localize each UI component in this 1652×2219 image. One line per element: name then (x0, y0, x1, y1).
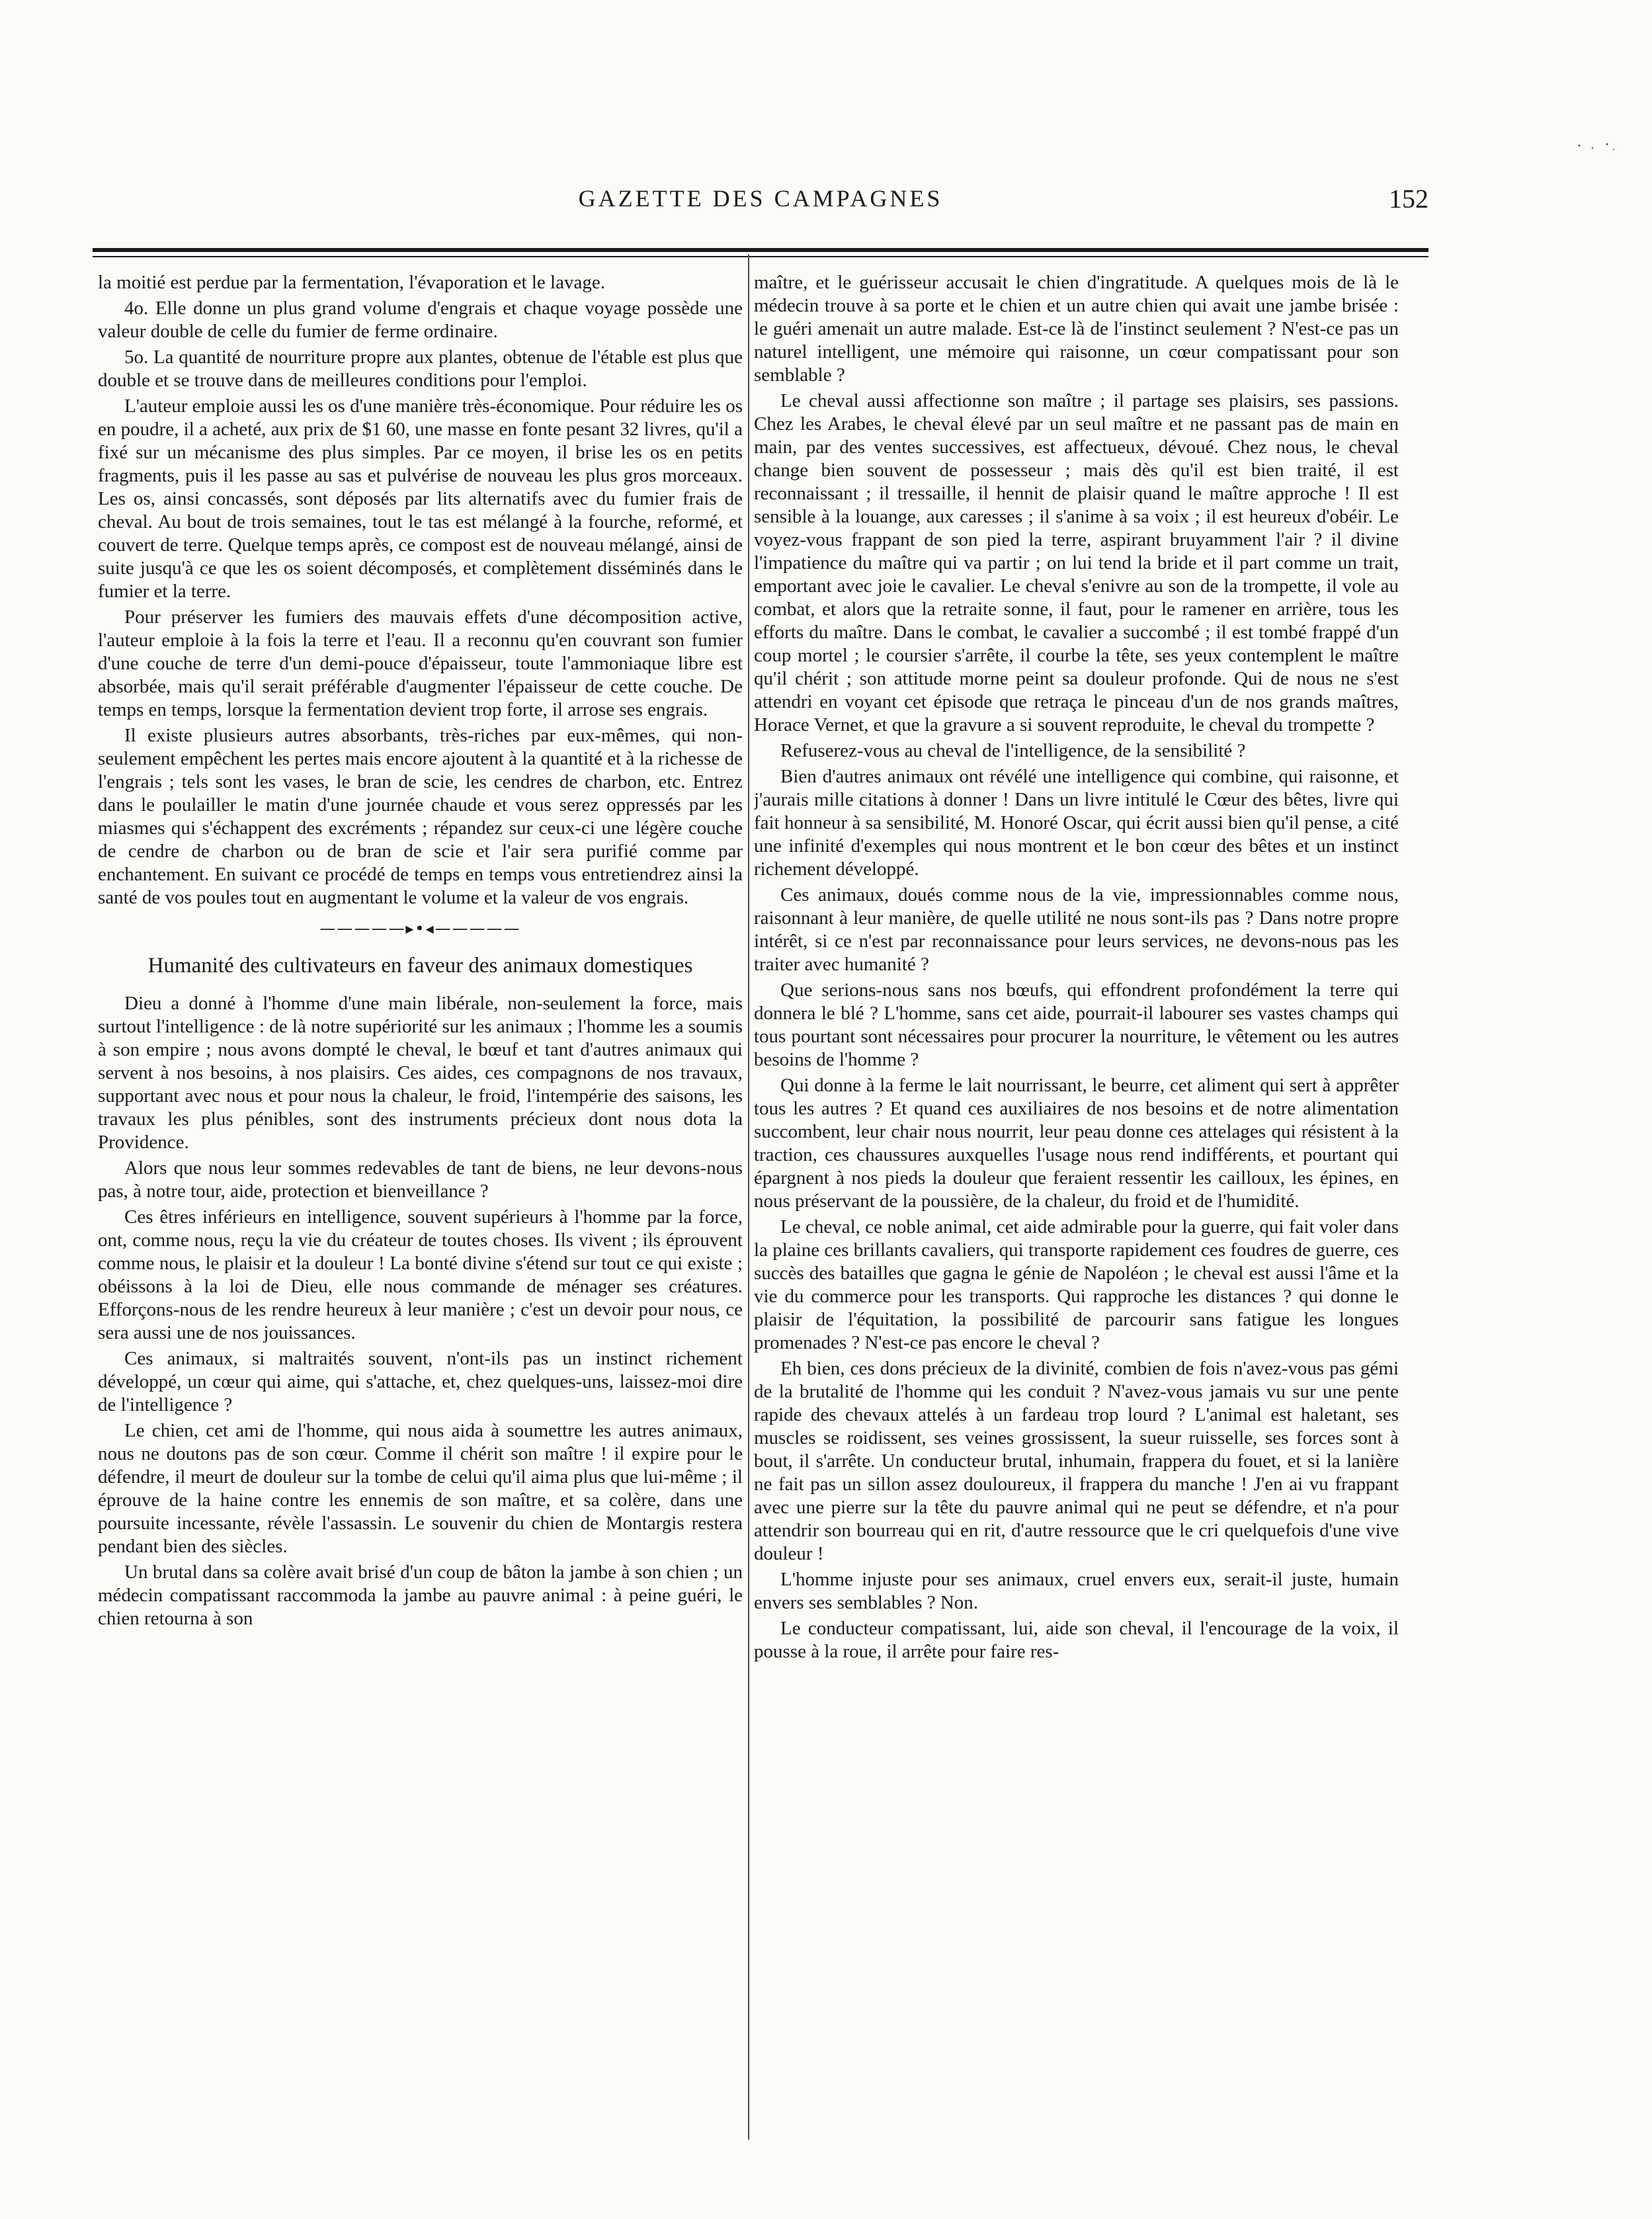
section-ornament: —————▸•◂————— (319, 919, 521, 938)
paragraph: Ces animaux, si maltraités souvent, n'ont-ils pas un instinct richement développé, un cœur qui aime, qui s'attache, et, chez quelques-uns, laissez-moi dire de l'intelligence ? (98, 1348, 743, 1415)
paragraph: Pour préserver les fumiers des mauvais effets d'une décomposition active, l'auteur emploie à la fois la terre et l'eau. Il a reconnu qu'en couvrant son fumier d'une couche de terre d'un demi-pouce d'épaisseur, toute l'ammoniaque libre est absorbée, mais qu'il serait préférable d'augmenter l'épaisseur de cette couche. De temps en temps, lorsque la fermentation devient trop forte, il arrose ses engrais. (98, 607, 743, 720)
paragraph: Le cheval, ce noble animal, cet aide admirable pour la guerre, qui fait voler dans la plaine ces brillants cavaliers, qui transporte rapidement ces foudres de guerre, ces succès des batailles que gagna le génie de Napoléon ; le cheval est aussi l'âme et la vie du commerce pour les transports. Qui rapproche les distances ? qui donne le plaisir de l'équitation, la possibilité de parcourir sans fatigue les longues promenades ? N'est-ce pas encore le cheval ? (754, 1216, 1399, 1353)
paragraph: Refuserez-vous au cheval de l'intelligence, de la sensibilité ? (780, 740, 1246, 761)
paragraph: Le conducteur compatissant, lui, aide son cheval, il l'encourage de la voix, il pousse à la roue, il arrête pour faire res- (754, 1618, 1399, 1662)
paragraph: Le chien, cet ami de l'homme, qui nous aida à soumettre les autres animaux, nous ne doutons pas de son cœur. Comme il chérit son maître ! il expire pour le défendre, il meurt de douleur sur la tombe de celui qu'il aima plus que lui-même ; il éprouve de la haine contre les ennemis de son maître, et sa colère, dans une poursuite incessante, révèle l'assassin. Le souvenir du chien de Montargis restera pendant bien des siècles. (98, 1420, 743, 1557)
paragraph: Ces animaux, doués comme nous de la vie, impressionnables comme nous, raisonnant à leur manière, de quelle utilité ne nous sont-ils pas ? Dans notre propre intérêt, si ce n'est par reconnaissance pour leurs services, ne devons-nous pas les traiter avec humanité ? (754, 884, 1399, 975)
paragraph: Il existe plusieurs autres absorbants, très-riches par eux-mêmes, qui non-seulement empêchent les pertes mais encore ajoutent à la quantité et à la richesse de l'engrais ; tels sont les vases, le bran de scie, les cendres de charbon, etc. Entrez dans le poulailler le matin d'une journée chaude et vous serez oppressés par les miasmes qui s'échappent des excréments ; répandez sur ceux-ci une légère couche de cendre de charbon ou de bran de scie et l'air sera purifié comme par enchantement. En suivant ce procédé de temps en temps vous entretiendrez ainsi la santé de vos poules tout en augmentant le volume et la valeur de vos engrais. (98, 725, 743, 908)
paragraph: Qui donne à la ferme le lait nourrissant, le beurre, cet aliment qui sert à apprêter tous les autres ? Et quand ces auxiliaires de nos besoins et de notre alimentation succombent, leur chair nous nourrit, leur peau donne ces attelages qui résistent à la traction, ces chaussures auxquelles l'usage nous rend indifférents, et pourtant qui épargnent à nos pieds la douleur que feraient ressentir les cailloux, les épines, en nous préservant de la poussière, de la chaleur, du froid et de l'humidité. (754, 1075, 1399, 1212)
paragraph: Le cheval aussi affectionne son maître ; il partage ses plaisirs, ses passions. Chez les Arabes, le cheval élevé par un seul maître et ne passant pas de main en main, par des ventes successives, est affectueux, dévoué. Chez nous, le cheval change bien souvent de possesseur ; mais dès qu'il est bien traité, il est reconnaissant ; il tressaille, il hennit de plaisir quand le maître approche ! Il est sensible à la louange, aux caresses ; il s'anime à sa voix ; il est heureux d'obéir. Le voyez-vous frappant de son pied la terre, aspirant bruyamment l'air ? il divine l'impatience du maître qui va partir ; on lui tend la bride et il part comme un trait, emportant avec joie le cavalier. Le cheval s'enivre au son de la trompette, il vole au combat, et alors que la retraite sonne, il faut, pour le ramener en arrière, tous les efforts du maître. Dans le combat, le cavalier a succombé ; il est tombé frappé d'un coup mortel ; le coursier s'arrête, il courbe la tête, ses yeux contemplent le maître qu'il chérit ; son attitude morne peint sa douleur profonde. Qui de nous ne s'est attendri en voyant cet épisode que retraça le pinceau d'un de nos grands maîtres, Horace Vernet, et que la gravure a si souvent reproduite, le cheval du trompette ? (754, 390, 1399, 735)
paragraph: L'homme injuste pour ses animaux, cruel envers eux, serait-il juste, humain envers ses semblables ? Non. (754, 1569, 1399, 1613)
left-column (98, 271, 743, 2143)
paragraph: la moitié est perdue par la fermentation, l'évaporation et le lavage. (98, 272, 605, 293)
header-rule-thin (93, 256, 1428, 257)
column-divider (748, 255, 749, 2140)
paragraph: 4o. Elle donne un plus grand volume d'engrais et chaque voyage possède une valeur double de celle du fumier de ferme ordinaire. (98, 298, 743, 342)
paragraph: 5o. La quantité de nourriture propre aux plantes, obtenue de l'étable est plus que double et se trouve dans de meilleures conditions pour l'emploi. (98, 347, 743, 391)
publication-title: GAZETTE DES CAMPAGNES (578, 185, 943, 212)
header-rule-thick (93, 248, 1428, 252)
paragraph: Eh bien, ces dons précieux de la divinité, combien de fois n'avez-vous pas gémi de la brutalité de l'homme qui les conduit ? N'avez-vous jamais vu sur une pente rapide des chevaux attelés à un fardeau trop lourd ? L'animal est haletant, ses muscles se roidissent, ses veines grossissent, la sueur ruisselle, ses forces sont à bout, il s'arrête. Un conducteur brutal, inhumain, frappera du fouet, et si la lanière ne fait pas un sillon assez douloureux, il frappera du manche ! J'en ai vu frappant avec une pierre sur la tête du pauvre animal qui ne peut se défendre, et n'a pour attendrir son bourreau qui en rit, d'autre ressource que le cri quelquefois d'une vive douleur ! (754, 1358, 1399, 1564)
article-heading: Humanité des cultivateurs en faveur des animaux domestiques (147, 954, 693, 978)
paragraph: Que serions-nous sans nos bœufs, qui effondrent profondément la terre qui donnera le blé ? L'homme, sans cet aide, pourrait-il labourer ses vastes champs qui tous pourtant sont nécessaires pour procurer la nourriture, le vêtement ou les autres besoins de l'homme ? (754, 980, 1399, 1070)
paragraph: Un brutal dans sa colère avait brisé d'un coup de bâton la jambe à son chien ; un médecin compatissant raccommoda la jambe au pauvre animal : à peine guéri, le chien retourna à son (98, 1562, 743, 1629)
page-number: 152 (1389, 184, 1428, 214)
paragraph: L'auteur emploie aussi les os d'une manière très-économique. Pour réduire les os en poudre, il a acheté, aux prix de $1 60, une masse en fonte pesant 32 livres, qu'il a fixé sur un mécanisme des plus simples. Par ce moyen, il brise les os en petits fragments, puis il les passe au sas et pulvérise de nouveau les plus gros morceaux. Les os, ainsi concassés, sont déposés par lits alternatifs avec du fumier frais de cheval. Au bout de trois semaines, tout le tas est mélangé à la fourche, reformé, et couvert de terre. Quelque temps après, ce compost est de nouveau mélangé, ainsi de suite jusqu'à ce que les os soient décomposés, et complètement disséminés dans le fumier et la terre. (98, 396, 743, 602)
masthead (93, 175, 1428, 222)
paragraph: Ces êtres inférieurs en intelligence, souvent supérieurs à l'homme par la force, ont, comme nous, reçu la vie du créateur de toutes choses. Ils vivent ; ils éprouvent comme nous, le plaisir et la douleur ! La bonté divine s'étend sur tout ce qui existe ; obéissons à la loi de Dieu, elle nous commande de ménager ses créatures. Efforçons-nous de les rendre heureux à leur manière ; c'est un devoir pour nous, ce sera aussi une de nos jouissances. (98, 1206, 743, 1343)
right-column (754, 271, 1399, 2143)
paragraph: Dieu a donné à l'homme d'une main libérale, non-seulement la force, mais surtout l'intelligence : de là notre supériorité sur les animaux ; l'homme les a soumis à son empire ; nous avons dompté le cheval, le bœuf et tant d'autres animaux qui servent à nos besoins, à nos plaisirs. Ces aides, ces compagnons de nos travaux, supportant avec nous et pour nous la chaleur, le froid, l'intempérie des saisons, les travaux les plus pénibles, sont des instruments précieux dont nous dota la Providence. (98, 993, 743, 1153)
paragraph: maître, et le guérisseur accusait le chien d'ingratitude. A quelques mois de là le médecin trouve à sa porte et le chien et un autre chien qui avait une jambe brisée : le guéri amenait un autre malade. Est-ce là de l'instinct seulement ? N'est-ce pas un naturel intelligent, une mémoire qui raisonne, un cœur compatissant pour son semblable ? (754, 272, 1399, 386)
paragraph: Alors que nous leur sommes redevables de tant de biens, ne leur devons-nous pas, à notre tour, aide, protection et bienveillance ? (98, 1157, 743, 1202)
margin-specks (1573, 132, 1619, 152)
paragraph: Bien d'autres animaux ont révélé une intelligence qui combine, qui raisonne, et j'aurais mille citations à donner ! Dans un livre intitulé le Cœur des bêtes, livre qui fait honneur à sa sensibilité, M. Honoré Oscar, qui écrit aussi bien qu'il pense, a cité une infinité d'exemples qui nous montrent et le bon cœur des bêtes et un instinct richement développé. (754, 766, 1399, 880)
